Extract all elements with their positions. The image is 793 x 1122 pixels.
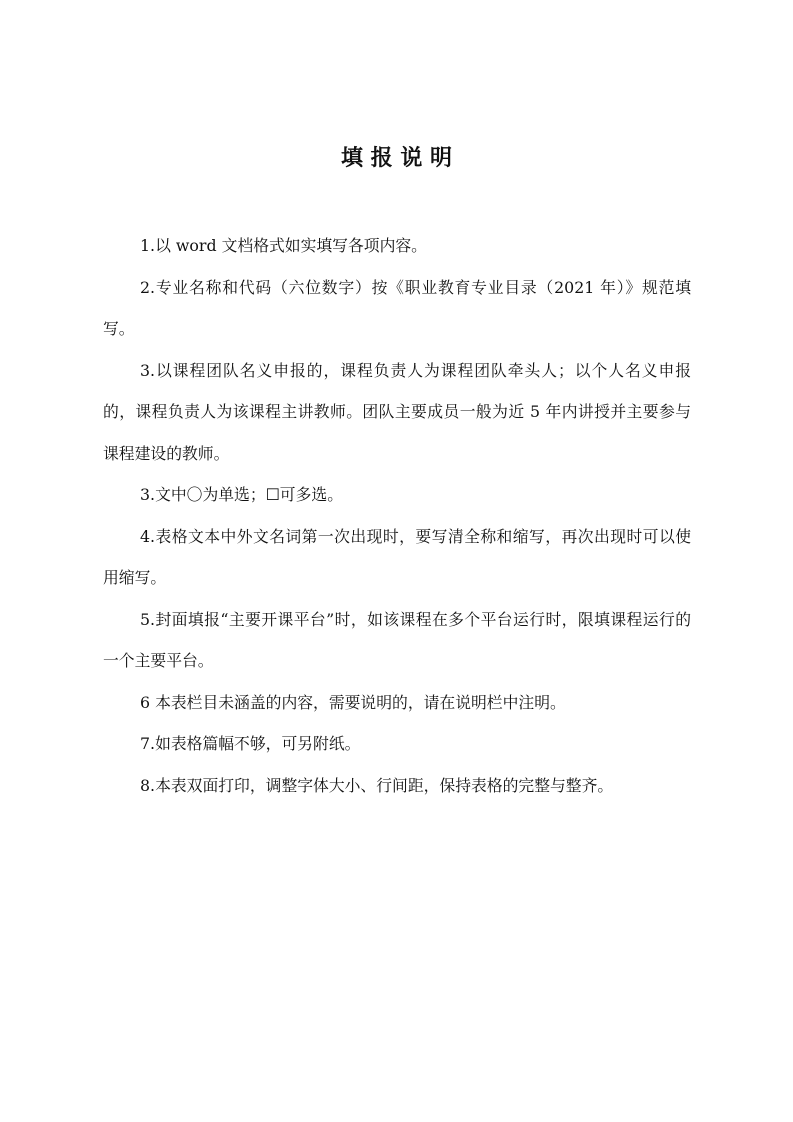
instruction-item-3b: 3.文中〇为单选；☐可多选。 <box>140 485 343 504</box>
page-title: 填 报 说 明 <box>341 145 452 171</box>
instruction-item-8: 8.本表双面打印，调整字体大小、行间距，保持表格的完整与整齐。 <box>140 775 614 795</box>
instruction-item-3: 3.以课程团队名义申报的，课程负责人为课程团队牵头人；以个人名义申报的，课程负责人为该课程主讲教师。团队主要成员一般为近 5 年内讲授并主要参与课程建设的教师。 <box>103 360 691 463</box>
instructions-list <box>103 225 691 806</box>
instruction-item-2: 2.专业名称和代码（六位数字）按《职业教育专业目录（2021 年）》规范填写。 <box>103 277 691 338</box>
instruction-item-7: 7.如表格篇幅不够，可另附纸。 <box>140 734 361 753</box>
instruction-item-1: 1.以 word 文档格式如实填写各项内容。 <box>140 236 427 255</box>
instruction-item-4: 4.表格文本中外文名词第一次出现时，要写清全称和缩写，再次出现时可以使用缩写。 <box>103 526 691 587</box>
instruction-item-6: 6 本表栏目未涵盖的内容，需要说明的，请在说明栏中注明。 <box>140 692 566 712</box>
instruction-item-5: 5.封面填报“主要开课平台”时，如该课程在多个平台运行时，限填课程运行的一个主要平台。 <box>103 609 691 670</box>
